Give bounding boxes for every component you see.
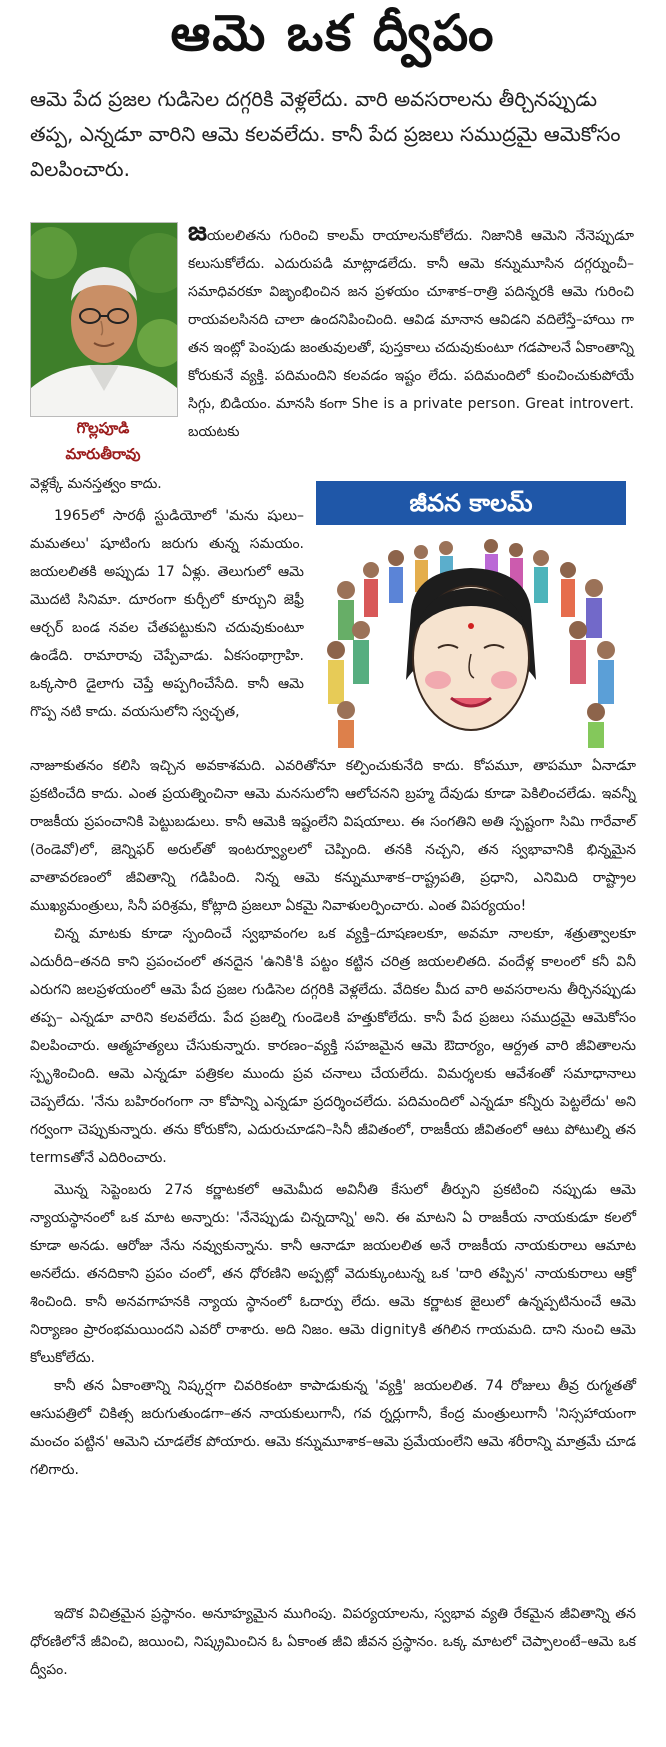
para2-full-text: నాజూకుతనం కలిసి ఇచ్చిన అవకాశమది. ఎవరితోనూ కల్పించుకునేది కాదు. కోపమూ, తాపమూ ఏనాడూ ప్రకటించేది కాదు. ఎంత ప్రయత్నించినా ఆమె మనసులోని ఆలోచనని బ్రహ్మ దేవుడు కూడా పెకిలించలేడు. ఇవన్నీ రాజకీయ ప్రపంచానికి పెట్టుబడులు. కానీ ఆమెకి ఇష్టంలేని విషయాలు. ఈ సంగతిని అతి స్పష్టంగా సిమి గారేవాల్ (రెండెవో)లో, జెన్నిఫర్ అరుల్‌తో ఇంటర్వ్యూలలో చెప్పింది. తనకి నచ్చని, తన స్వభావానికి భిన్నమైన వాతావరణంలో జీవితాన్ని గడిపింది. నిన్న ఆమె కన్నుమూశాక–రాష్ట్రపతి, ప్రధాని, ఎనిమిది రాష్ట్రాల ముఖ్యమంత్రులు, సినీ పరిశ్రమ, కోట్లాది ప్రజలూ ఏకమై నివాళులర్పించారు. ఎంత విపర్యయం! — [30, 758, 636, 914]
para5 — [30, 1372, 636, 1484]
dropcap: జ — [188, 217, 208, 247]
author-first-name: గొల్లపూడి — [76, 419, 130, 437]
para3 — [30, 920, 636, 1172]
column-banner: జీవన కాలమ్ — [316, 481, 626, 525]
author-photo — [30, 222, 178, 417]
para3-text: చిన్న మాటకు కూడా స్పందించే స్వభావంగల ఒక వ్యక్తి–దూషణలకూ, అవమా నాలకూ, శత్రుత్వాలకూ ఎదురీది–తనది కాని ప్రపంచంలో తనదైన 'ఉనికి'కి పట్టం కట్టిన చరిత్ర జయలలితది. వందేళ్ల కాలంలో కనీ వినీ ఎరుగని జలప్రళయంలో ఆమె పేద ప్రజల గుడిసెల దగ్గరికి వెళ్లలేదు. వేదికల మీద వారి అవసరాలను తీర్చినప్పుడు తప్ప– ఎన్నడూ వారిని కలవలేదు. పేద ప్రజల్ని గుండెలకి హత్తుకోలేదు. కానీ పేద ప్రజలు సముద్రమై ఆమెకోసం విలపించారు. ఆత్మహత్యలు చేసుకున్నారు. కారణం–వ్యక్తి సహజమైన ఆమె ఔదార్యం, ఆర్ద్రత వారి జీవితాలను స్పృశించింది. ఆమె ఎన్నడూ పత్రికల ముందు ప్రవ చనాలు చేయలేదు. విమర్శలకు ఆవేశంతో సమాధానాలు చెప్పలేదు. 'నేను బహిరంగంగా నా కోపాన్ని ఎన్నడూ ప్రదర్శించలేదు. పదిమందిలో ఎన్నడూ కన్నీరు పెట్టలేదు' అని గర్వంగా చెప్పుకున్నారు. తను కోరుకోని, ఎదురుచూడని–సినీ జీవితంలో, రాజకీయ జీవితంలో ఆటు పోటుల్ని తన termsతోనే ఎదిరించారు. — [30, 926, 636, 1166]
para2-left-column — [30, 502, 304, 726]
para1-text: యలలితను గురించి కాలమ్ రాయాలనుకోలేదు. నిజానికి ఆమెని నేనెప్పుడూ కలుసుకోలేదు. ఎదురుపడి మాట్లాడలేదు. కానీ ఆమె కన్నుమూసిన దగ్గర్నుంచీ–సమాధివరకూ విజృంభించిన జన ప్రళయం చూశాక–రాత్రి పదిన్నరకి ఆమె గురించి రాయవలసినది చాలా ఉందనిపించింది. ఆవిడ మానాన ఆవిడని వదిలేస్తే–హాయి గా తన ఇంట్లో పెంపుడు జంతువులతో, పుస్తకాలు చదువుకుంటూ గడపాలనే ఏకాంతాన్ని కోరుకునే వ్యక్తి. పదిమందిని కలవడం ఇష్టం లేదు. పదిమందిలో కుంచించుకుపోయే సిగ్గు, బిడియం. మానసి కంగా She is a private person. Great introvert. బయటకు — [188, 228, 634, 440]
para6-text: ఇదొక విచిత్రమైన ప్రస్థానం. అనూహ్యమైన ముగింపు. విపర్యయాలను, స్వభావ వ్యతి రేకమైన జీవితాన్ని తన ధోరణిలోనే జీవించి, జయించి, నిష్క్రమించిన ఓ ఏకాంత జీవి జీవన ప్రస్థానం. ఒక్క మాటలో చెప్పాలంటే–ఆమె ఒక ద్వీపం. — [30, 1606, 636, 1678]
para6 — [30, 1600, 636, 1684]
deck-summary: ఆమె పేద ప్రజల గుడిసెల దగ్గరికి వెళ్లలేదు. వారి అవసరాలను తీర్చినప్పుడు తప్ప, ఎన్నడూ వారిని ఆమె కలవలేదు. కానీ పేద ప్రజలు సముద్రమై ఆమెకోసం విలపించారు. — [30, 87, 621, 181]
intro-paragraph — [188, 218, 634, 446]
author-last-name: మారుతీరావు — [65, 445, 141, 463]
crowd-portrait-illustration — [316, 530, 626, 748]
para1-end-text: వెళ్లక్కే మనస్తత్వం కాదు. — [30, 476, 162, 492]
para2-full — [30, 752, 636, 920]
para5-text: కానీ తన ఏకాంతాన్ని నిష్కర్షగా చివరికంటా కాపాడుకున్న 'వ్యక్తి' జయలలిత. 74 రోజులు తీవ్ర రుగ్మతతో ఆసుపత్రిలో చికిత్స జరుగుతుండగా–తన నాయకులుగానీ, గవ ర్నర్లుగానీ, కేంద్ర మంత్రులుగానీ 'నిస్సహాయంగా మంచం పట్టిన' ఆమెని చూడలేక పోయారు. ఆమె కన్నుమూశాక–ఆమె ప్రమేయంలేని ఆమె శరీరాన్ని మాత్రమే చూడ గలిగారు. — [30, 1378, 636, 1478]
author-caption — [30, 415, 176, 477]
para4-text: మొన్న సెప్టెంబరు 27న కర్ణాటకలో ఆమెమీద అవినీతి కేసులో తీర్పుని ప్రకటించి నప్పుడు ఆమె న్యాయస్థానంలో ఒక మాట అన్నారు: 'నేనెప్పుడు చిన్నదాన్ని' అని. ఈ మాటని ఏ రాజకీయ నాయకుడూ కలలో కూడా అనడు. ఆరోజు నేను నవ్వుకున్నాను. కానీ ఆనాడూ జయలలిత అనే రాజకీయ నాయకురాలు ఆమాట అనలేదు. తనదికాని ప్రపం చంలో, తన ధోరణిని అప్పట్లో వెదుక్కుంటున్న ఒక 'దారి తప్పిన' నాయకురాలు ఆక్రో శించింది. కానీ అనవగాహనకి న్యాయ స్థానంలో ఓదార్పు లేదు. ఆమె కర్ణాటక జైలులో ఉన్నప్పటినుంచే ఆమె నిర్యాణం ప్రారంభమయిందని ఎవరో రాశారు. అది నిజం. ఆమె dignityకి తగిలిన గాయమది. దాని నుంచి ఆమె కోలుకోలేదు. — [30, 1182, 636, 1366]
para2-left-text: 1965లో సారథీ స్టుడియోలో 'మను షులు–మమతలు' షూటింగు జరుగు తున్న సమయం. జయలలితకి అప్పుడు 17 ఏళ్లు. తెలుగులో ఆమె మొదటి సినిమా. దూరంగా కుర్చీలో కూర్చుని జెఫ్రీ ఆర్చర్ బండ నవల చేతపట్టుకుని చదువుకుంటూ ఉండేది. రామారావు చెప్పేవాడు. ఏకసంథాగ్రాహి. ఒక్కసారి డైలాగు చెప్తే అప్పగించేసేది. కానీ ఆమె గొప్ప నటి కాదు. వయసులోని స్వచ్ఛత, — [30, 508, 304, 720]
para1-end — [30, 470, 290, 498]
para4 — [30, 1176, 636, 1372]
headline: ఆమె ఒక ద్వీపం — [170, 4, 496, 62]
para1-body — [188, 218, 634, 446]
